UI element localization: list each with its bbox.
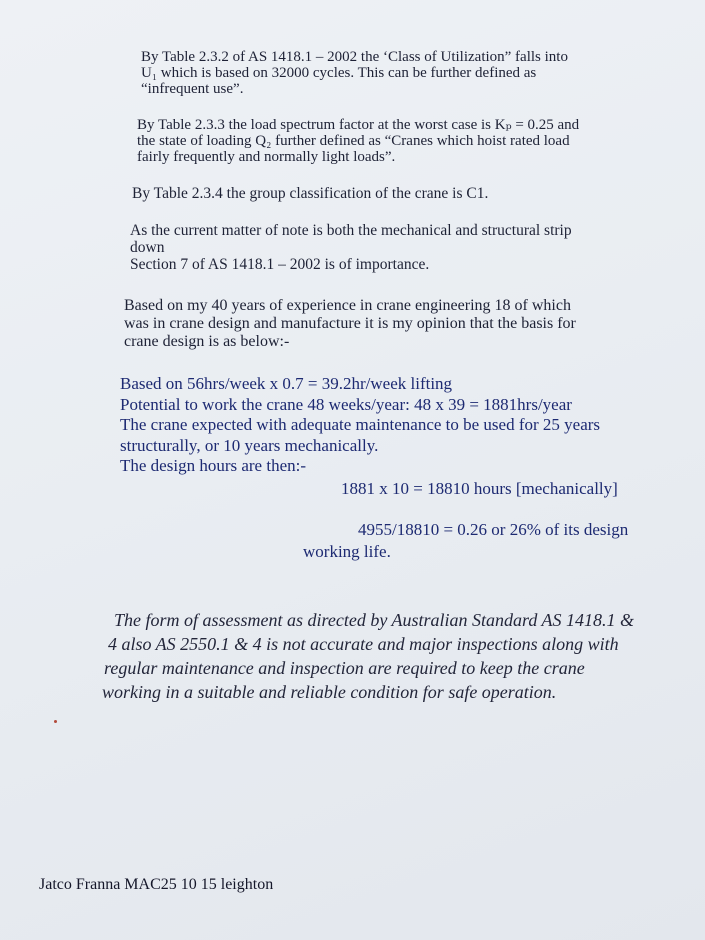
- text-line: Based on my 40 years of experience in crane engineering 18 of which: [124, 297, 571, 314]
- life-ratio-line: 4955/18810 = 0.26 or 26% of its design: [358, 520, 629, 539]
- text-line: “infrequent use”.: [141, 81, 244, 97]
- footer-note: Jatco Franna MAC25 10 15 leighton: [39, 876, 274, 893]
- text-line: was in crane design and manufacture it is my opinion that the basis for: [124, 315, 576, 332]
- paragraph-class-of-utilization: [141, 49, 568, 97]
- text-line: By Table 2.3.4 the group classification of the crane is C1.: [132, 185, 489, 202]
- text-line: working in a suitable and reliable condition for safe operation.: [102, 682, 557, 702]
- text-line: 4 also AS 2550.1 & 4 is not accurate and major inspections along with: [108, 634, 619, 654]
- text-line: crane design is as below:-: [124, 333, 290, 350]
- paragraph-group-classification: [132, 185, 488, 202]
- design-hours-line: 1881 x 10 = 18810 hours [mechanically]: [341, 479, 618, 498]
- text-line: By Table 2.3.2 of AS 1418.1 – 2002 the ‘Class of Utilization” falls into: [141, 49, 568, 65]
- text-line: The crane expected with adequate maintenance to be used for 25 years: [120, 415, 601, 434]
- paragraph-load-spectrum: [137, 117, 579, 165]
- text-line: U₁ which is based on 32000 cycles. This can be further defined as: [141, 65, 537, 81]
- text-line: Potential to work the crane 48 weeks/year: 48 x 39 = 1881hrs/year: [120, 394, 572, 414]
- text-line: By Table 2.3.3 the load spectrum factor at the worst case is Kₚ = 0.25 and: [137, 117, 580, 133]
- text-line: the state of loading Q₂ further defined as “Cranes which hoist rated load: [137, 133, 570, 149]
- text-line: regular maintenance and inspection are required to keep the crane: [104, 658, 585, 678]
- text-line: Based on 56hrs/week x 0.7 = 39.2hr/week lifting: [120, 374, 453, 393]
- life-ratio-continuation: working life.: [303, 542, 391, 561]
- text-line: Section 7 of AS 1418.1 – 2002 is of importance.: [130, 256, 430, 273]
- text-line: down: [130, 239, 165, 256]
- ink-speck: [54, 720, 57, 723]
- paragraph-strip-down: [130, 222, 572, 273]
- conclusion-paragraph: [102, 608, 634, 704]
- text-line: The design hours are then:-: [120, 456, 306, 475]
- text-line: structurally, or 10 years mechanically.: [120, 435, 379, 455]
- text-line: The form of assessment as directed by Australian Standard AS 1418.1 &: [114, 610, 634, 630]
- text-line: fairly frequently and normally light loads”.: [137, 149, 396, 165]
- calculation-block: [120, 374, 600, 477]
- paragraph-experience: [124, 297, 576, 351]
- text-line: As the current matter of note is both the mechanical and structural strip: [130, 222, 572, 239]
